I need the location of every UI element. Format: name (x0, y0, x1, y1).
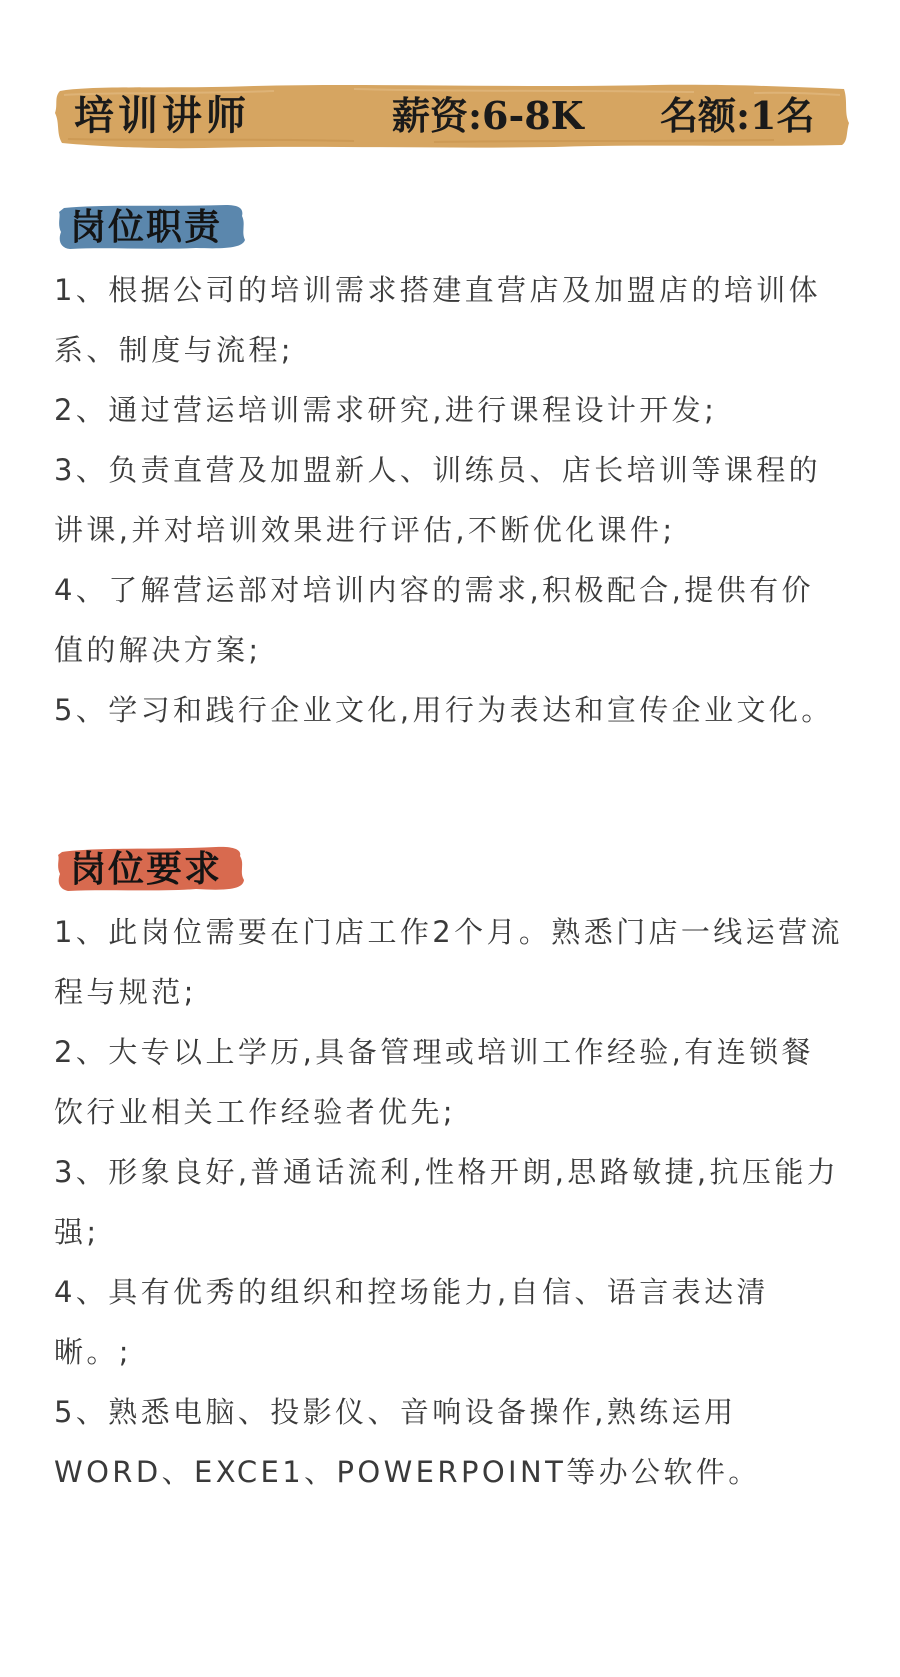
responsibilities-list (54, 260, 846, 740)
list-item: 3、形象良好,普通话流利,性格开朗,思路敏捷,抗压能力强; (54, 1155, 840, 1249)
list-item: 5、学习和践行企业文化,用行为表达和宣传企业文化。 (54, 693, 834, 727)
list-item: 5、熟悉电脑、投影仪、音响设备操作,熟练运用WORD、EXCE1、POWERPOINT等办公软件。 (54, 1395, 761, 1489)
requirements-heading: 岗位要求 (70, 848, 223, 890)
responsibilities-heading-tag (56, 202, 252, 252)
list-item: 3、负责直营及加盟新人、训练员、店长培训等课程的讲课,并对培训效果进行评估,不断优化课件; (54, 453, 822, 547)
list-item: 4、具有优秀的组织和控场能力,自信、语言表达清晰。; (54, 1275, 769, 1369)
job-header-banner (54, 83, 850, 149)
requirements-heading-tag (56, 844, 252, 894)
responsibilities-heading: 岗位职责 (70, 206, 223, 248)
list-item: 1、此岗位需要在门店工作2个月。熟悉门店一线运营流程与规范; (54, 915, 843, 1009)
requirements-list (54, 902, 846, 1502)
job-title: 培训讲师 (74, 92, 250, 139)
quota-text: 名额:1名 (660, 93, 815, 138)
list-item: 2、通过营运培训需求研究,进行课程设计开发; (54, 393, 718, 427)
list-item: 2、大专以上学历,具备管理或培训工作经验,有连锁餐饮行业相关工作经验者优先; (54, 1035, 814, 1129)
list-item: 4、了解营运部对培训内容的需求,积极配合,提供有价值的解决方案; (54, 573, 814, 667)
salary-text: 薪资:6-8K (392, 93, 584, 138)
list-item: 1、根据公司的培训需求搭建直营店及加盟店的培训体系、制度与流程; (54, 273, 822, 367)
